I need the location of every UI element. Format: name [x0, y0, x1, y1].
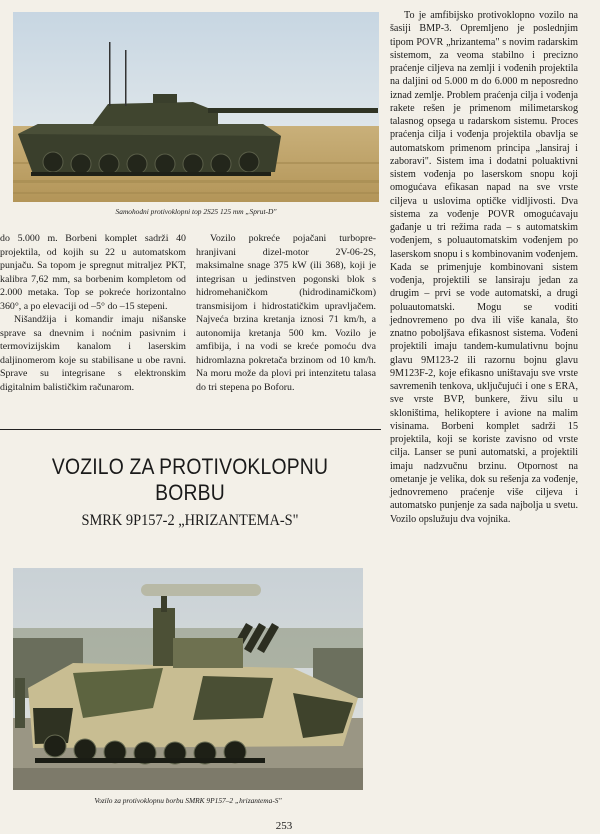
top-photo-caption: Samohodni protivoklopni top 2S25 125 mm „Sprut-D"	[115, 207, 277, 216]
hrizantema-photo	[13, 568, 363, 790]
left-article-col2	[196, 232, 376, 394]
col1-paragraph-2: Nišandžija i komandir imaju nišanske sprave sa dnevnim i noćnim pasivnim i termovizijskim kanalom i laserskim daljinomerom koje su stabilisane u obe ravni. Sprave su integrisane s elektronskim digitalnim balističkim računarom.	[0, 314, 186, 393]
col1-paragraph-1: do 5.000 m. Borbeni komplet sadrži 40 projektila, od kojih su 22 u automatskom punjaču. Sa topom je spregnut mitraljez PKT, kalibra 7,62 mm, sa borbenim kompletom od 2.000 metaka. Top se pokreće horizontalno 360°, a po elevaciji od –5° do –15 stepeni.	[0, 233, 186, 312]
sprut-d-photo	[13, 12, 379, 202]
section-title-line1: VOZILO ZA PROTIVOKLOPNU	[51, 454, 329, 479]
right-column	[390, 9, 578, 526]
bottom-photo-caption: Vozilo za protivoklopnu borbu SMRK 9P157–2 „hrizantema-S"	[94, 796, 282, 805]
left-article-col1	[0, 232, 186, 394]
hrizantema-illustration	[13, 568, 363, 790]
section-title-line2: BORBU	[155, 480, 225, 505]
section-subtitle: SMRK 9P157-2 „HRIZANTEMA-S"	[81, 512, 299, 529]
right-column-paragraph: To je amfibijsko protivoklopno vozilo na šasiji BMP-3. Opremljeno je poslednjim tipom POVR „hrizantema" s novim radarskim sistemom, za veoma stabilno i precizno praćenje ciljeva na zemlji i vođenih projektila na daljini od 5.000 m do 6.000 m neposredno iznad zemlje. Problem praćenja cilja i vođenja rakete rešen je primenom milimetarskog talasnog opsega u radarskom sistemu. Proces praćenja cilja i vođenja projektila obavlja se automatskom primenom principa „lansiraj i zaboravi". Sistem ima i dodatni poluaktivni sistem vođenja po laserskom snopu koji omogućava efikasan napad na sve vrste ciljeva u uslovima optičke vidljivosti. Dva sistema za vođenje POVR omogućavaju gađanje u tri režima rada – s automatskim vođenjem, s poluautomatskim vođenjem po laserskom snopu i s kombinovanim vođenjem. Kada se primenjuje kombinovani sistem vođenja, projektili se lansiraju jedan za drugim – prvi se vode automatski, a drugi poluautomatski. Mogu se voditi jednovremeno po dva ili više kanala, što znatno poboljšava efikasnost sistema. Vođeni projektili imaju tandem-kumulativnu bojnu glavu 9M123-2 ili razornu bojnu glavu 9M123F-2, koje efikasno uništavaju sve vrste savremenih tenkova, uključujući i one s ERA, sve vrste BVP, bunkere, živu silu u skloništima, helikoptere i avione na malim visinama. Borbeni komplet sadrži 15 projektila, koji se koriste zavisno od vrste cilja. Lanser se puni automatski, a projektili imaju nadzvučnu brzinu. Otpornost na ometanje je velika, dok su rešenja za vođenje, jednovremeno praćenje više ciljeva i automatsko punjenje za sada najbolja u svetu. Vozilo opslužuju dva vojnika.	[390, 10, 578, 525]
col2-paragraph: Vozilo pokreće pojačani turbopre-hranjivani dizel-motor 2V-06-2S, maksimalne snage 375 kW (ili 368), koji je integrisan u jedinstven pogonski blok s hidromehaničkom (hidrodinamičkom) transmisijom i hidrostatičkim upravljačem. Najveća brzina kretanja iznosi 71 km/h, a autonomija kretanja 500 km. Vozilo je amfibija, i na vodi se kreće pomoću dva hidromlazna pokretača brzinom od 10 km/h. Na moru može da plovi pri intenzitetu talasa do tri stepena po Boforu.	[196, 233, 376, 393]
section-divider	[0, 429, 381, 430]
sprut-d-illustration	[13, 12, 379, 202]
page-number: 253	[275, 820, 293, 832]
